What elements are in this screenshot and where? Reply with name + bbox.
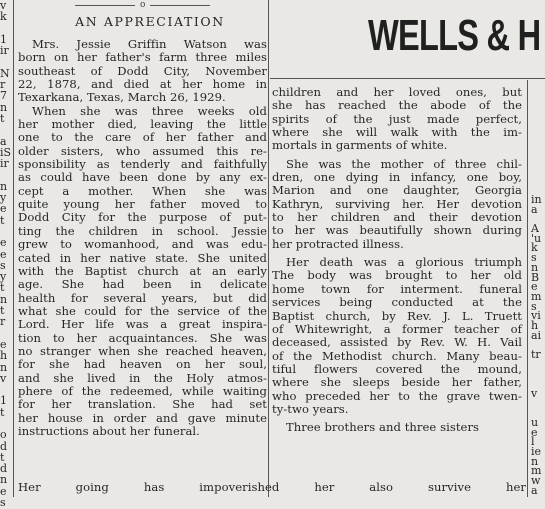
edge-fragment: r — [0, 315, 6, 329]
column-2-text — [272, 86, 522, 435]
edge-fragment: iS — [0, 145, 12, 159]
edge-fragment: n — [0, 100, 8, 114]
edge-fragment: d — [0, 462, 8, 476]
edge-fragment: o — [0, 428, 7, 442]
edge-fragment: s — [0, 258, 6, 272]
edge-fragment: y — [0, 191, 7, 205]
text-line: Texarkana, Texas, March 26, 1929. — [18, 90, 226, 105]
text-line: Marion and one daughter, Georgia — [272, 183, 522, 198]
right-edge-fragments — [531, 195, 545, 495]
text-line: where she will walk with the im- — [272, 125, 522, 140]
edge-fragment: 7 — [0, 89, 7, 103]
edge-fragment: h — [0, 349, 8, 363]
text-line: her protracted illness. — [272, 236, 404, 251]
edge-fragment: d — [0, 439, 8, 453]
text-line: age. She had been in delicate — [18, 277, 267, 292]
text-line: tion to her acquaintances. She was — [18, 330, 267, 345]
edge-fragment: 1 — [0, 32, 7, 46]
edge-fragment: m — [531, 464, 542, 478]
text-line: instructions about her funeral. — [18, 423, 200, 438]
edge-fragment: e — [0, 337, 7, 351]
text-line: cept a mother. When she was — [18, 183, 267, 198]
edge-fragment — [531, 398, 545, 408]
text-line: tiful flowers covered the mound, — [272, 361, 522, 376]
masthead-rule — [270, 78, 545, 79]
edge-fragment: n — [0, 179, 8, 193]
text-line: Kathryn, surviving her. Her devotion — [272, 196, 522, 211]
text-line: to her was beautifully shown during — [272, 223, 522, 238]
edge-fragment: vi — [531, 309, 541, 323]
text-line: for her translation. She had set — [18, 397, 267, 412]
edge-fragment: ie — [531, 444, 542, 458]
edge-fragment: B — [531, 270, 540, 284]
edge-fragment: in — [531, 193, 542, 206]
text-line: older sisters, who assumed this re- — [18, 143, 267, 158]
edge-fragment: n — [0, 360, 8, 374]
edge-fragment: n — [0, 292, 8, 306]
text-line: what she could for the service of the — [18, 303, 267, 318]
text-line: ting the children in school. Jessie — [18, 223, 267, 238]
edge-fragment: s — [531, 251, 537, 265]
edge-fragment: e — [0, 484, 7, 498]
edge-fragment: y — [0, 270, 7, 284]
text-line: 22, 1878, and died at her home in — [18, 77, 267, 92]
text-line: mortals in garments of white. — [272, 138, 448, 153]
edge-fragment: 'u — [531, 231, 542, 245]
text-line: one to the care of her father and — [18, 130, 267, 145]
text-line: dren, one dying in infancy, one boy, — [272, 170, 522, 185]
left-edge-fragments — [0, 0, 11, 508]
text-line: children and her loved ones, but — [272, 85, 522, 99]
edge-fragment — [531, 360, 545, 370]
text-line: no stranger when she reached heaven, — [18, 343, 267, 358]
edge-fragment: a — [531, 202, 538, 216]
bottom-line-text: Her going has impoverished her also survive her — [18, 480, 526, 494]
edge-fragment: t — [0, 304, 5, 318]
edge-fragment: e — [0, 202, 7, 216]
masthead-title: WELLS & H — [368, 11, 541, 60]
edge-fragment: tr — [531, 348, 541, 361]
edge-fragment: n — [0, 473, 8, 487]
text-line: health for several years, but did — [18, 290, 267, 305]
edge-fragment: ir — [0, 44, 9, 58]
text-line: services being conducted at the — [272, 295, 522, 310]
text-line: as could have been done by any ex- — [18, 170, 267, 185]
text-line: spirits of the just made perfect, — [272, 111, 522, 126]
edge-fragment: r — [0, 78, 6, 92]
ornament: o — [140, 0, 146, 10]
column-1-text — [18, 38, 267, 438]
right-edge-column — [531, 195, 545, 497]
edge-fragment: l — [531, 435, 535, 449]
text-line: southeast of Dodd City, November — [18, 63, 267, 78]
text-line: She was the mother of three chil- — [286, 156, 522, 171]
article-column-2 — [272, 86, 522, 486]
text-line: Three brothers and three sisters — [286, 420, 480, 435]
text-line: her house in order and gave minute — [18, 410, 267, 425]
edge-fragment: t — [0, 281, 5, 295]
column-rule-right — [527, 80, 528, 497]
edge-fragment: e — [0, 247, 7, 261]
edge-fragment: w — [531, 473, 541, 487]
text-line: sponsibility as tenderly and faithfully — [18, 157, 267, 172]
article-column-1 — [18, 38, 267, 458]
edge-fragment: t — [0, 405, 5, 419]
headline-rule-right — [150, 5, 210, 6]
bottom-line — [18, 481, 526, 496]
text-line: When she was three weeks old — [32, 103, 267, 118]
text-line: born on her father's farm three miles — [18, 50, 267, 65]
text-line: where she sleeps beside her father, — [272, 375, 522, 390]
edge-fragment: N — [0, 66, 10, 80]
text-line: quite young her father moved to — [18, 197, 267, 212]
article-headline: AN APPRECIATION — [75, 14, 225, 29]
edge-fragment: v — [0, 0, 7, 12]
text-line: who preceded her to the grave twen- — [272, 388, 522, 403]
text-line: and she lived in the Holy atmos- — [18, 370, 267, 385]
text-line: to her children and their devotion — [272, 210, 522, 225]
edge-fragment — [531, 369, 545, 379]
text-line: Mrs. Jessie Griffin Watson was — [32, 37, 267, 51]
edge-fragment: n — [531, 260, 539, 274]
text-line: Baptist church, by Rev. J. L. Truett — [272, 308, 522, 323]
text-line: her mother died, leaving the little — [18, 117, 267, 132]
text-line: for she had heaven on her soul, — [18, 357, 267, 372]
edge-fragment: t — [0, 111, 5, 125]
text-line: grew to womanhood, and was edu- — [18, 237, 267, 252]
edge-fragment: 1 — [0, 394, 7, 408]
edge-fragment: n — [531, 454, 539, 468]
text-line: of Whitewright, a former teacher of — [272, 321, 522, 336]
edge-fragment — [0, 124, 11, 135]
text-line: she has reached the abode of the — [272, 98, 522, 113]
text-line: with the Baptist church at an early — [18, 263, 267, 278]
text-line: deceased, assisted by Rev. W. H. Vail — [272, 335, 522, 350]
edge-fragment: m — [531, 289, 542, 303]
edge-fragment: ir — [0, 157, 9, 171]
text-line: phere of the redeemed, while waiting — [18, 383, 267, 398]
edge-fragment: h — [531, 318, 539, 332]
edge-fragment: e — [531, 280, 538, 294]
text-line: The body was brought to her old — [272, 268, 522, 283]
edge-fragment: v — [531, 386, 538, 400]
text-line: Her death was a glorious triumph — [286, 255, 522, 270]
edge-fragment: ai — [531, 328, 542, 342]
headline-rule — [75, 5, 135, 6]
text-line: of the Methodist church. Many beau- — [272, 348, 522, 363]
edge-fragment: t — [0, 213, 5, 227]
edge-fragment: a — [531, 483, 538, 497]
text-line: ty-two years. — [272, 401, 349, 416]
edge-fragment: s — [0, 496, 6, 509]
text-line: home town for interment. funeral — [272, 281, 522, 296]
column-rule-left — [13, 0, 14, 497]
edge-fragment: e — [0, 236, 7, 250]
text-line: cated in her native state. She united — [18, 250, 267, 265]
edge-fragment: k — [0, 10, 7, 24]
edge-fragment: a — [0, 134, 7, 148]
left-edge-column — [0, 0, 12, 509]
edge-fragment: s — [531, 299, 537, 313]
edge-fragment: v — [0, 371, 7, 385]
edge-fragment: k — [531, 241, 538, 255]
edge-fragment: A — [531, 222, 539, 236]
column-rule-middle — [268, 0, 269, 497]
text-line: Dodd City for the purpose of put- — [18, 210, 267, 225]
edge-fragment: t — [0, 450, 5, 464]
edge-fragment: u — [531, 415, 539, 429]
edge-fragment: e — [531, 425, 538, 439]
text-line: Lord. Her life was a great inspira- — [18, 317, 267, 332]
